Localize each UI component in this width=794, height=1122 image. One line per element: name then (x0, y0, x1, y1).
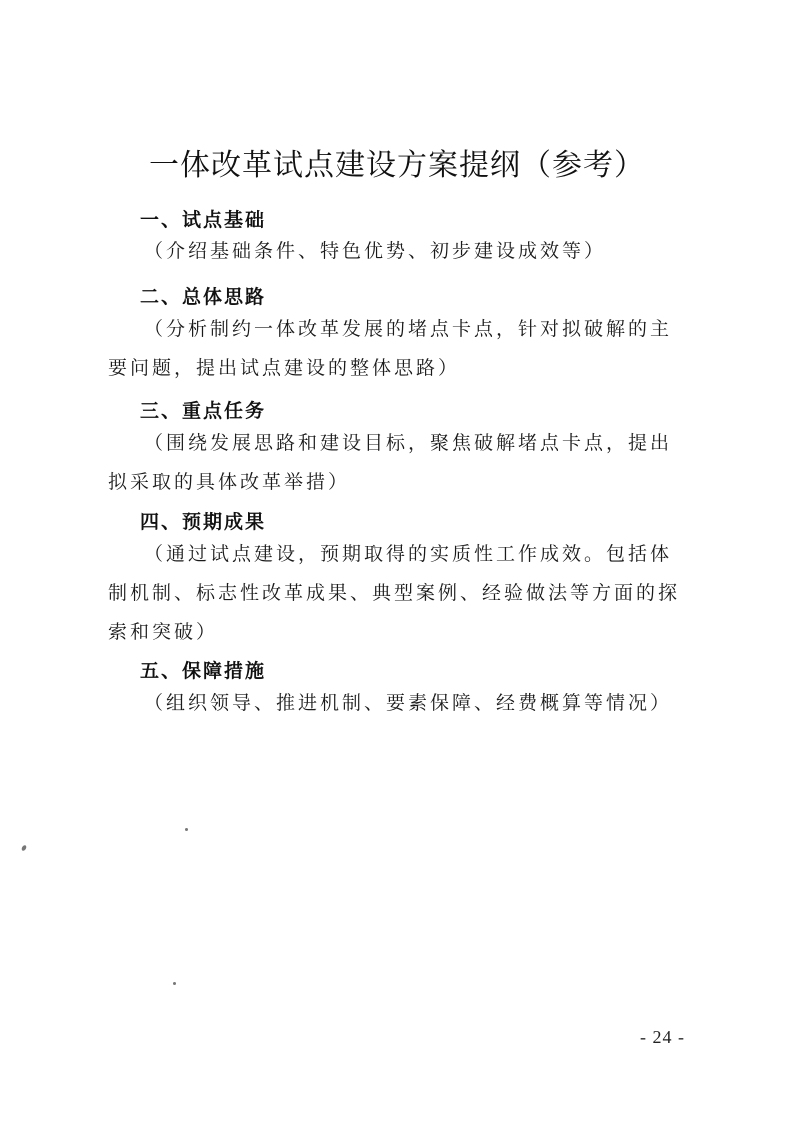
section-heading-1: 一、试点基础 (140, 209, 267, 231)
section-heading-5: 五、保障措施 (140, 660, 267, 682)
section-text-1: （介绍基础条件、特色优势、初步建设成效等） (144, 240, 607, 262)
section-heading-3: 三、重点任务 (140, 400, 267, 422)
scan-speck (185, 828, 188, 831)
section-heading-2: 二、总体思路 (140, 286, 267, 308)
page-number: - 24 - (640, 1027, 685, 1047)
scan-speck (173, 982, 176, 985)
scan-speck (21, 844, 27, 851)
section-heading-4: 四、预期成果 (140, 511, 267, 533)
section-text-5: （组织领导、推进机制、要素保障、经费概算等情况） (144, 692, 673, 714)
section-text-4: （通过试点建设，预期取得的实质性工作成效。包括体制机制、标志性改革成果、典型案例、经验做法等方面的探索和突破） (108, 543, 681, 643)
section-text-3: （围绕发展思路和建设目标，聚焦破解堵点卡点，提出拟采取的具体改革举措） (108, 432, 673, 493)
document-title: 一体改革试点建设方案提纲（参考） (149, 148, 645, 183)
section-text-2: （分析制约一体改革发展的堵点卡点，针对拟破解的主要问题，提出试点建设的整体思路） (108, 318, 673, 379)
